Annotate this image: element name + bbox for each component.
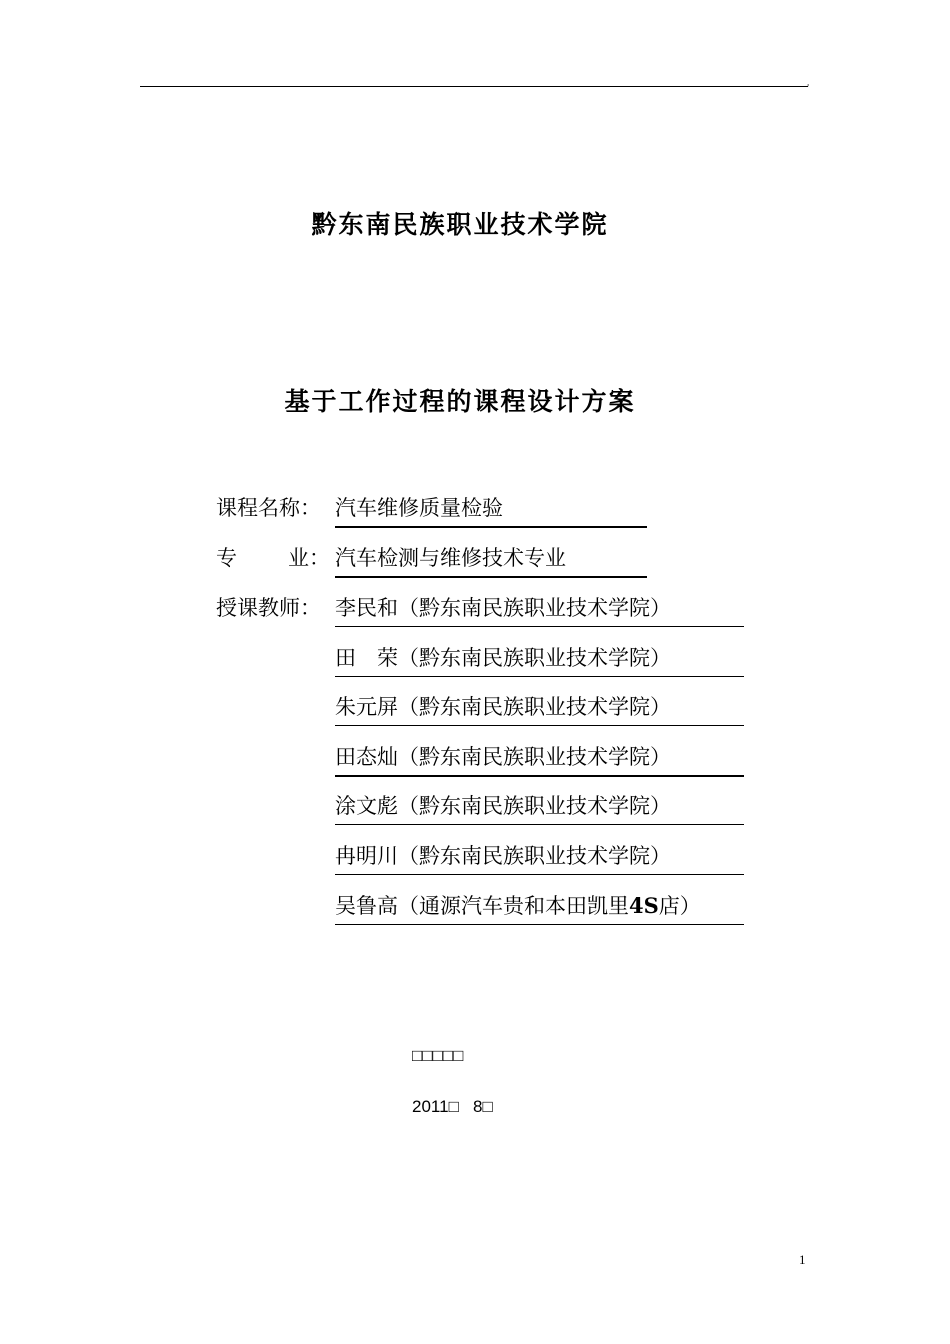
teacher-row bbox=[335, 792, 744, 825]
date-line-1: □□□□□ bbox=[412, 1046, 464, 1065]
teacher-row bbox=[335, 743, 744, 777]
teacher-row bbox=[335, 892, 744, 925]
teacher-name: 涂文彪 bbox=[335, 794, 398, 818]
teacher-affiliation: （黔东南民族职业技术学院） bbox=[398, 745, 671, 769]
page-number: 1 bbox=[799, 1252, 806, 1267]
teacher-name: 吴鲁高 bbox=[335, 894, 398, 918]
major-label-part1: 专 bbox=[216, 546, 237, 570]
teacher-affiliation: （黔东南民族职业技术学院） bbox=[398, 596, 671, 620]
header-rule bbox=[140, 86, 808, 87]
major-value: 汽车检测与维修技术专业 bbox=[335, 544, 647, 578]
teacher-name: 朱元屏 bbox=[335, 695, 398, 719]
date-year-suffix: □ bbox=[448, 1097, 459, 1116]
teacher-row bbox=[335, 644, 744, 677]
teacher-row bbox=[335, 842, 744, 875]
teachers-label: 授课教师： bbox=[216, 596, 321, 620]
date-month: 8 bbox=[473, 1097, 483, 1116]
teacher-affiliation: （黔东南民族职业技术学院） bbox=[398, 646, 671, 670]
teacher-affiliation-bold: 4S bbox=[629, 893, 659, 918]
teacher-row bbox=[335, 693, 744, 726]
document-title: 基于工作过程的课程设计方案 bbox=[284, 387, 636, 416]
school-name: 黔东南民族职业技术学院 bbox=[311, 210, 609, 239]
header-mark: ' bbox=[807, 83, 810, 92]
major-label-part2: 业： bbox=[288, 546, 330, 570]
teacher-affiliation: （通源汽车贵和本田凯里 bbox=[398, 894, 629, 918]
teacher-row bbox=[335, 594, 744, 627]
major-label bbox=[216, 544, 336, 572]
teacher-affiliation: （黔东南民族职业技术学院） bbox=[398, 844, 671, 868]
date-month-suffix: □ bbox=[482, 1097, 493, 1116]
teacher-affiliation: （黔东南民族职业技术学院） bbox=[398, 794, 671, 818]
course-name-label: 课程名称： bbox=[216, 496, 321, 520]
teacher-name: 田 荣 bbox=[335, 646, 398, 670]
date-line-2 bbox=[412, 1097, 493, 1117]
teacher-name: 李民和 bbox=[335, 596, 398, 620]
course-name-value: 汽车维修质量检验 bbox=[335, 494, 647, 528]
teacher-affiliation: （黔东南民族职业技术学院） bbox=[398, 695, 671, 719]
teacher-name: 田态灿 bbox=[335, 745, 398, 769]
date-year: 2011 bbox=[412, 1097, 449, 1116]
teacher-name: 冉明川 bbox=[335, 844, 398, 868]
teacher-affiliation-end: 店） bbox=[658, 894, 701, 918]
